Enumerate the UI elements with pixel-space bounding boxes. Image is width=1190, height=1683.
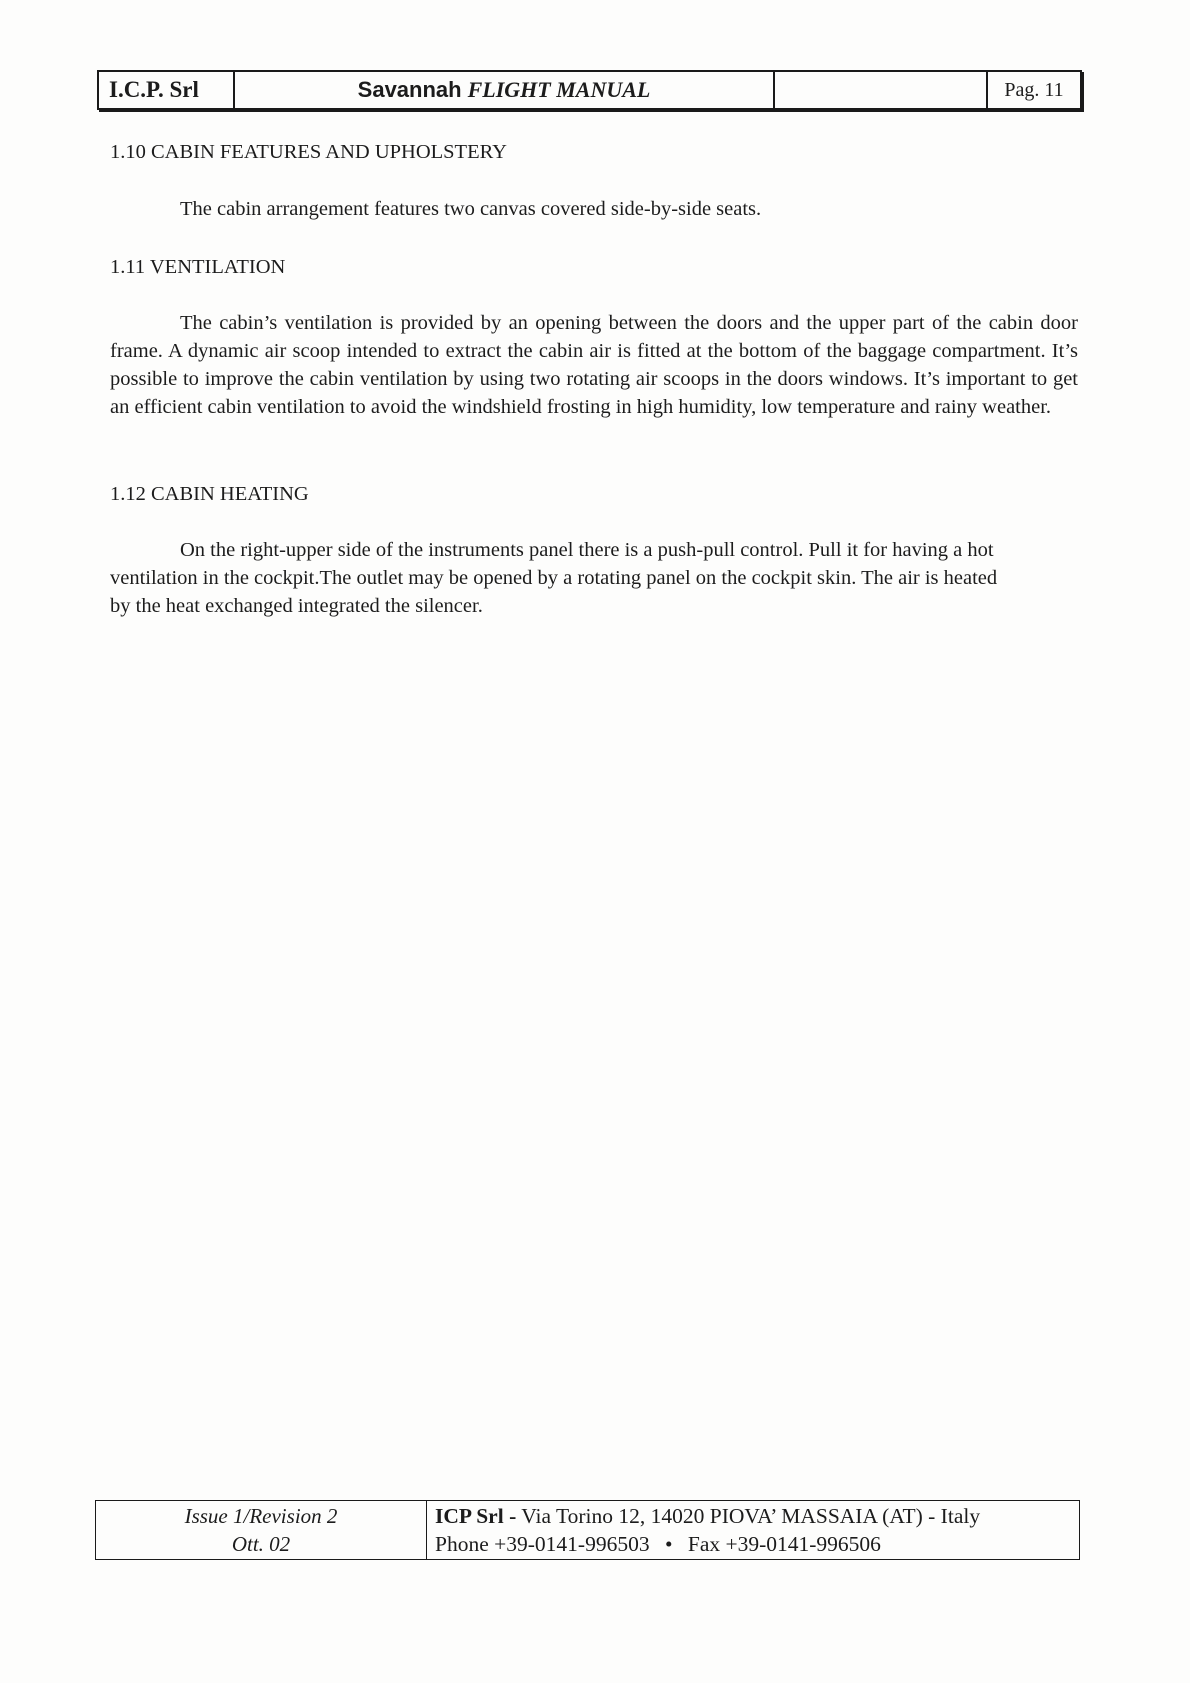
section-text-ventilation: The cabin’s ventilation is provided by an opening between the doors and the upper part of the cabin door frame. A dynamic air scoop intended to extract the cabin air is fitted at the bottom of the baggage compartment. It’s possible to improve the cabin ventilation by using two rotating air scoops in the doors windows. It’s important to get an efficient cabin ventilation to avoid the windshield frosting in high humidity, low temperature and rainy weather. <box>110 312 1078 418</box>
header-manual: FLIGHT MANUAL <box>467 77 651 102</box>
footer-contact-block <box>427 1501 1079 1559</box>
header-company: I.C.P. Srl <box>99 72 235 108</box>
section-text-cabin-features: The cabin arrangement features two canvas covered side-by-side seats. <box>180 198 762 220</box>
header-blank-cell <box>775 72 988 108</box>
footer-bullet: • <box>664 1532 673 1556</box>
footer-phone: Phone +39-0141-996503 <box>435 1532 650 1556</box>
header-title <box>235 72 775 108</box>
footer-issue: Issue 1/Revision 2 <box>184 1504 338 1528</box>
header-page-number: Pag. 11 <box>1004 78 1064 101</box>
footer-issue-block <box>96 1501 427 1559</box>
section-text-cabin-heating: On the right-upper side of the instruments panel there is a push-pull control. Pull it for having a hot ventilation in the cockpit.The outlet may be opened by a rotating panel on the cockpit skin. The air is heated by the heat exchanged integrated the silencer. <box>110 539 998 617</box>
footer-date: Ott. 02 <box>231 1532 291 1556</box>
section-heading-cabin-features: 1.10 CABIN FEATURES AND UPHOLSTERY <box>110 141 507 163</box>
page-footer <box>95 1500 1080 1560</box>
section-heading-cabin-heating: 1.12 CABIN HEATING <box>110 483 309 505</box>
page-header <box>97 70 1082 110</box>
section-heading-ventilation: 1.11 VENTILATION <box>110 256 286 278</box>
footer-company: ICP Srl - <box>435 1504 517 1528</box>
header-aircraft: Savannah <box>357 77 462 102</box>
footer-fax: Fax +39-0141-996506 <box>687 1532 881 1556</box>
footer-address-line <box>435 1502 1079 1530</box>
footer-phone-line <box>435 1530 1079 1558</box>
footer-address: Via Torino 12, 14020 PIOVA’ MASSAIA (AT) - Italy <box>521 1504 981 1528</box>
